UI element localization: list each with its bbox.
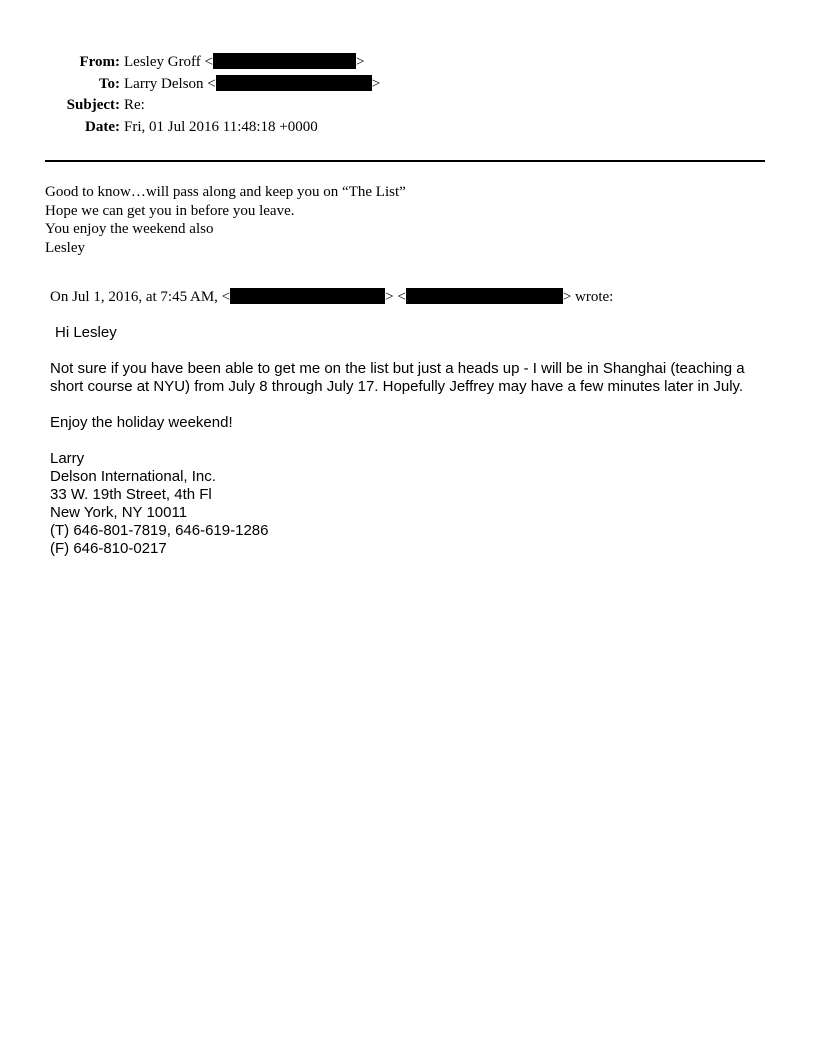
- to-close: >: [371, 75, 381, 92]
- quoted-message: [50, 324, 750, 558]
- signature-line: (F) 646-810-0217: [50, 540, 167, 557]
- to-name: Larry Delson <: [124, 75, 216, 92]
- signature-line: Larry: [50, 450, 85, 467]
- redacted-email: [406, 288, 563, 304]
- attribution-prefix: On Jul 1, 2016, at 7:45 AM, <: [50, 289, 231, 305]
- date-value: Fri, 01 Jul 2016 11:48:18 +0000: [124, 118, 318, 135]
- to-row: [0, 75, 816, 97]
- date-row: [0, 118, 816, 140]
- signature-line: Delson International, Inc.: [50, 468, 216, 485]
- reply-line: Lesley: [45, 239, 85, 256]
- redacted-email: [230, 288, 385, 304]
- to-label: To:: [98, 75, 120, 92]
- from-close: >: [356, 54, 365, 70]
- attribution-suffix: > wrote:: [562, 289, 614, 305]
- reply-line: You enjoy the weekend also: [45, 221, 214, 237]
- signature-line: 33 W. 19th Street, 4th Fl: [50, 486, 212, 503]
- signature-line: (T) 646-801-7819, 646-619-1286: [50, 522, 269, 539]
- redacted-email: [213, 53, 356, 69]
- from-row: [0, 53, 816, 75]
- subject-value: Re:: [124, 97, 145, 113]
- reply-line: Hope we can get you in before you leave.: [45, 202, 295, 219]
- signature-line: New York, NY 10011: [50, 504, 188, 521]
- from-value: [124, 53, 364, 71]
- quoted-paragraph: Enjoy the holiday weekend!: [50, 414, 233, 431]
- quoted-paragraph: Not sure if you have been able to get me on the list but just a heads up - I will be in Shanghai (teaching a short course at NYU) from July 8 through July 17. Hopefully Jeffrey may have a few minutes later in July.: [50, 360, 745, 395]
- from-label: From:: [79, 54, 120, 70]
- header-divider: [45, 160, 765, 162]
- quoted-greeting: Hi Lesley: [55, 324, 117, 341]
- subject-row: [0, 96, 816, 118]
- reply-body: [45, 183, 765, 257]
- signature-block: [50, 450, 750, 558]
- to-value: [124, 75, 380, 93]
- reply-line: Good to know…will pass along and keep you on “The List”: [45, 184, 406, 200]
- attribution-middle: > <: [385, 289, 406, 305]
- subject-label: Subject:: [66, 97, 120, 113]
- from-name: Lesley Groff <: [124, 54, 213, 70]
- email-header: [0, 53, 816, 139]
- date-label: Date:: [85, 118, 120, 135]
- redacted-email: [216, 75, 372, 91]
- quote-attribution: [50, 288, 613, 306]
